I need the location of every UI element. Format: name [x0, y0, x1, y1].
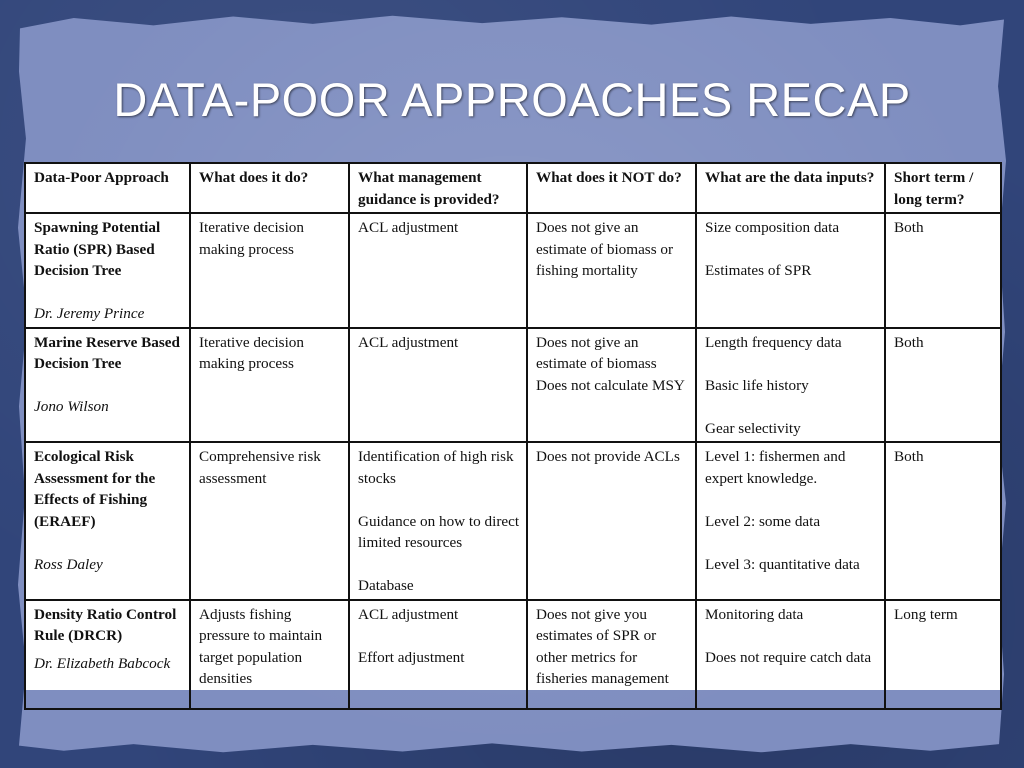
guidance-cell [349, 600, 527, 709]
approach-name: Marine Reserve Based Decision Tree [34, 333, 180, 372]
inputs-cell [696, 442, 885, 600]
guidance-item: ACL adjustment [358, 219, 459, 236]
header-what-it-does-not-do: What does it NOT do? [527, 163, 696, 213]
approach-author: Jono Wilson [34, 398, 109, 415]
term-cell: Both [885, 328, 1001, 443]
approach-cell [25, 328, 190, 443]
does-cell: Comprehensive risk assessment [190, 442, 349, 600]
not-do-cell [527, 213, 696, 328]
input-item: Level 2: some data [705, 512, 821, 530]
not-do-item: Does not give you estimates of SPR or other metrics for fisheries management [536, 605, 669, 687]
not-do-cell [527, 328, 696, 443]
header-what-it-does: What does it do? [190, 163, 349, 213]
input-item: Does not require catch data [705, 648, 872, 666]
header-approach: Data-Poor Approach [25, 163, 190, 213]
approach-name: Ecological Risk Assessment for the Effects of Fishing (ERAEF) [34, 448, 156, 530]
header-data-inputs: What are the data inputs? [696, 163, 885, 213]
table-row [25, 213, 1001, 328]
inputs-cell [696, 213, 885, 328]
approach-name: Spawning Potential Ratio (SPR) Based Decision Tree [34, 219, 161, 279]
term-cell: Both [885, 213, 1001, 328]
guidance-item: ACL adjustment [358, 333, 459, 351]
input-item: Size composition data [705, 219, 840, 236]
approach-cell [25, 213, 190, 328]
inputs-cell [696, 328, 885, 443]
input-item: Level 3: quantitative data [705, 555, 860, 573]
recap-table-container [24, 162, 1000, 690]
input-item: Length frequency data [705, 333, 842, 351]
does-cell: Iterative decision making process [190, 213, 349, 328]
inputs-cell [696, 600, 885, 709]
table-header-row [25, 163, 1001, 213]
term-cell: Both [885, 442, 1001, 600]
not-do-cell [527, 600, 696, 709]
input-item: Estimates of SPR [705, 262, 812, 279]
guidance-cell [349, 442, 527, 600]
guidance-item: Database [358, 577, 414, 594]
input-item: Monitoring data [705, 605, 804, 623]
does-cell: Adjusts fishing pressure to maintain target population densities [190, 600, 349, 709]
table-row [25, 328, 1001, 443]
guidance-item: ACL adjustment [358, 605, 459, 623]
input-item: Level 1: fishermen and expert knowledge. [705, 448, 846, 487]
input-item: Gear selectivity [705, 419, 801, 437]
guidance-cell [349, 213, 527, 328]
guidance-cell [349, 328, 527, 443]
not-do-item: Does not provide ACLs [536, 448, 680, 465]
approach-author: Ross Daley [34, 555, 103, 573]
guidance-item: Effort adjustment [358, 648, 465, 666]
guidance-item: Guidance on how to direct limited resources [358, 512, 520, 551]
not-do-item: Does not give an estimate of biomass or fishing mortality [536, 219, 674, 279]
table-row [25, 442, 1001, 600]
approach-author: Dr. Elizabeth Babcock [34, 654, 171, 672]
approach-name: Density Ratio Control Rule (DRCR) [34, 605, 177, 644]
header-term: Short term / long term? [885, 163, 1001, 213]
not-do-item: Does not give an estimate of biomass [536, 333, 657, 372]
not-do-cell [527, 442, 696, 600]
slide-title: DATA-POOR APPROACHES RECAP [113, 73, 911, 126]
approach-cell [25, 442, 190, 600]
approach-author: Dr. Jeremy Prince [34, 305, 145, 322]
term-cell: Long term [885, 600, 1001, 709]
not-do-item: Does not calculate MSY [536, 376, 685, 394]
approach-cell [25, 600, 190, 709]
header-management-guidance: What management guidance is provided? [349, 163, 527, 213]
recap-table [24, 162, 1002, 710]
guidance-item: Identification of high risk stocks [358, 448, 514, 487]
input-item: Basic life history [705, 376, 809, 394]
does-cell: Iterative decision making process [190, 328, 349, 443]
table-row [25, 600, 1001, 709]
